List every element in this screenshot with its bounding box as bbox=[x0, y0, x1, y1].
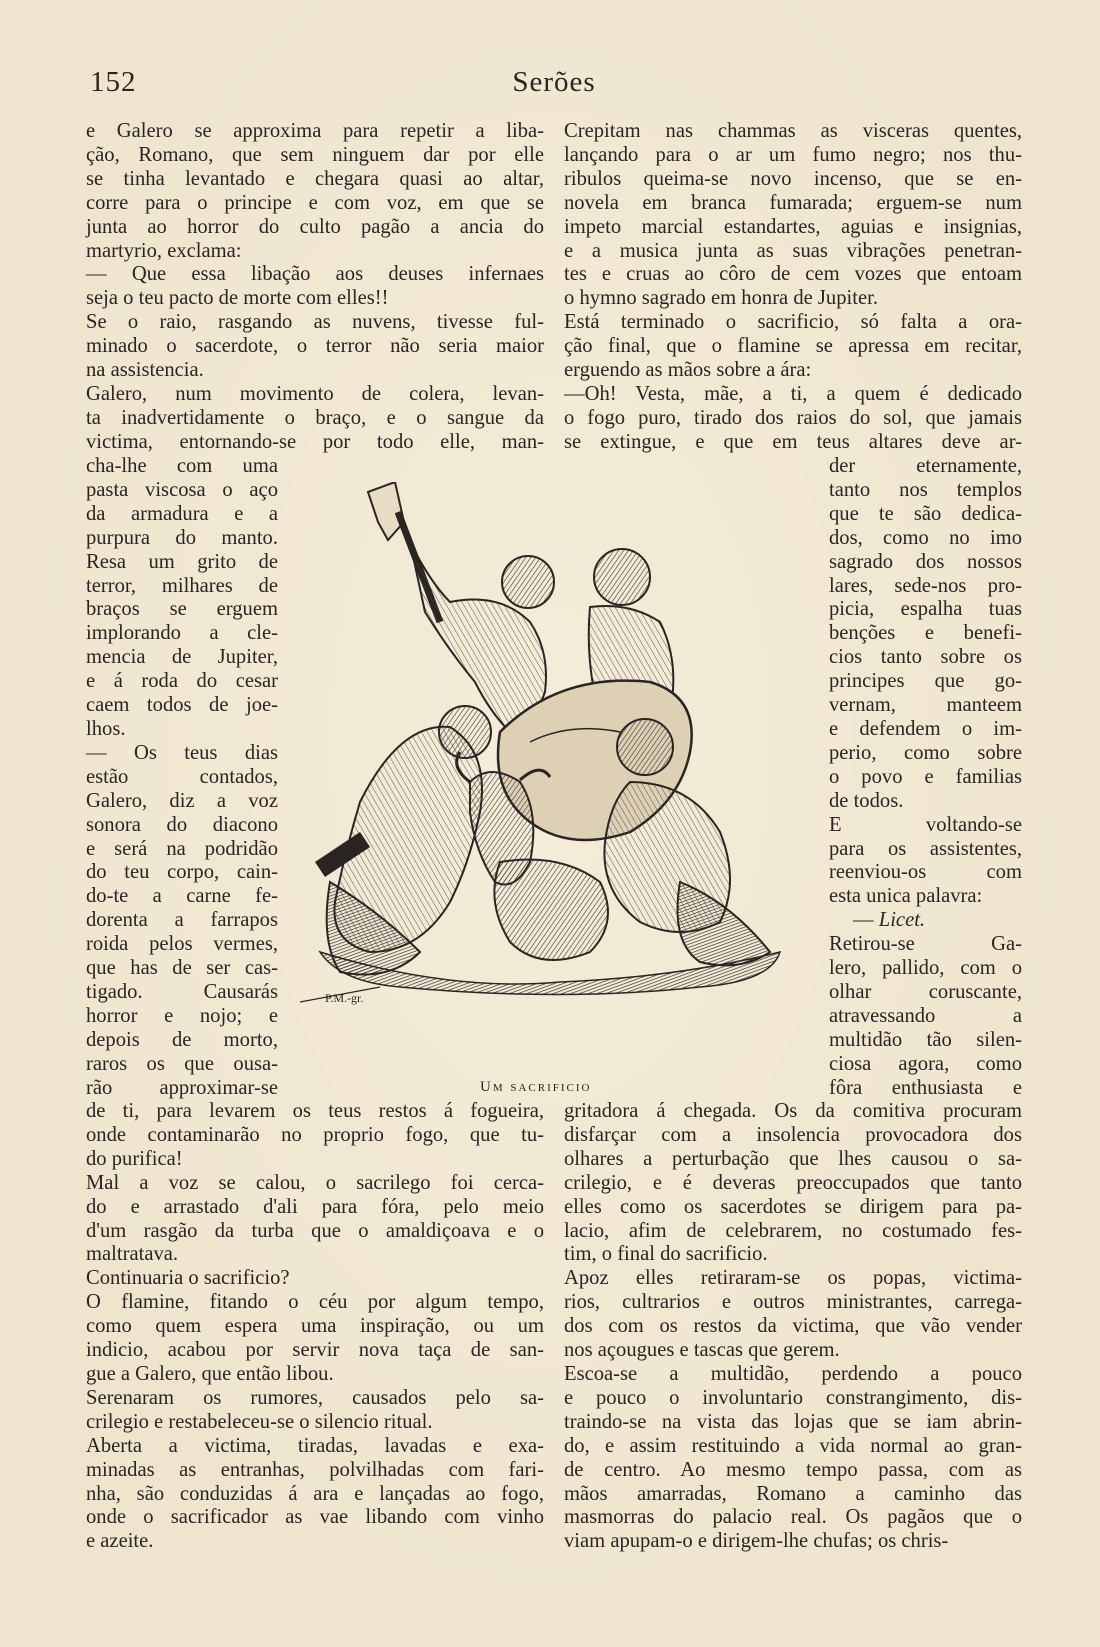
text-line: victima, entornando-se por todo elle, man- bbox=[86, 430, 544, 453]
text-line: O flamine, fitando o céu por algum tempo, bbox=[86, 1291, 544, 1314]
text-line: se extingue, e que em teus altares deve ar- bbox=[564, 430, 1022, 453]
text-line: olhares a perturbação que lhes causou o sa- bbox=[564, 1147, 1022, 1170]
text-line: erguendo as mãos sobre a ára: bbox=[564, 359, 812, 382]
text-line: ribulos queima-se novo incenso, que se en- bbox=[564, 167, 1022, 190]
text-line: novela em branca fumarada; erguem-se num bbox=[564, 191, 1022, 214]
text-line: da armadura e a bbox=[86, 502, 278, 525]
text-line: — Que essa libação aos deuses infernaes bbox=[86, 263, 544, 286]
text-line: dos, como no imo bbox=[829, 526, 1022, 549]
right-column-top bbox=[564, 120, 1022, 455]
text-line: rão approximar-se bbox=[86, 1076, 278, 1099]
text-line: atravessando a bbox=[829, 1004, 1022, 1027]
text-line: nos açougues e tascas que gerem. bbox=[564, 1339, 840, 1362]
text-line: Aberta a victima, tiradas, lavadas e exa- bbox=[86, 1434, 544, 1457]
text-line: olhar coruscante, bbox=[829, 980, 1022, 1003]
text-line: o fogo puro, tirado dos raios do sol, que jamais bbox=[564, 406, 1022, 429]
text-line: que has de ser cas- bbox=[86, 957, 278, 980]
page-number: 152 bbox=[90, 66, 137, 98]
text-line: Galero, num movimento de colera, levan- bbox=[86, 382, 544, 405]
text-line: Escoa-se a multidão, perdendo a pouco bbox=[564, 1362, 1022, 1385]
text-line: sonora do diacono bbox=[86, 813, 278, 836]
text-line: do-te a carne fe- bbox=[86, 885, 278, 908]
text-line: mãos amarradas, Romano a caminho das bbox=[564, 1482, 1022, 1505]
left-column-top bbox=[86, 120, 544, 455]
page-header bbox=[90, 66, 1018, 106]
text-line: de ti, para levarem os teus restos á fogueira, bbox=[86, 1100, 544, 1122]
text-line: lhos. bbox=[86, 717, 126, 740]
text-line: corre para o principe e com voz, em que se bbox=[86, 191, 544, 214]
text-line: estão contados, bbox=[86, 765, 278, 788]
text-line: masmorras do palacio real. Os pagãos que o bbox=[564, 1506, 1022, 1529]
text-line: esta unica palavra: bbox=[829, 885, 983, 908]
text-line: raros os que ousa- bbox=[86, 1052, 278, 1075]
text-line: nha, são conduzidas á ara e lançadas ao fogo, bbox=[86, 1482, 544, 1505]
text-line: e pouco o involuntario constrangimento, dis- bbox=[564, 1386, 1022, 1409]
text-line: implorando a cle- bbox=[86, 622, 278, 645]
text-line: fôra enthusiasta e bbox=[829, 1076, 1022, 1099]
text-line: martyrio, exclama: bbox=[86, 239, 242, 262]
text-line: Retirou-se Ga- bbox=[829, 933, 1022, 956]
text-line: ta inadvertidamente o braço, e o sangue da bbox=[86, 406, 544, 429]
text-line: der eternamente, bbox=[829, 455, 1022, 477]
engraving-drawing bbox=[300, 482, 820, 1062]
text-line: minado o sacerdote, o terror não seria maior bbox=[86, 335, 544, 358]
figure-caption: Um sacrificio bbox=[480, 1079, 592, 1095]
text-line: picia, espalha tuas bbox=[829, 598, 1022, 621]
text-line: de todos. bbox=[829, 789, 904, 812]
text-line: principes que go- bbox=[829, 670, 1022, 693]
text-line: de centro. Ao mesmo tempo passa, com as bbox=[564, 1458, 1022, 1481]
text-line: d'um rasgão da turba que o amaldiçoava e o bbox=[86, 1219, 544, 1242]
text-line: —Oh! Vesta, mãe, a ti, a quem é dedicado bbox=[564, 382, 1022, 405]
text-line: onde contaminarão no proprio fogo, que tu- bbox=[86, 1123, 544, 1146]
running-title: Serões bbox=[512, 66, 596, 98]
text-line: se tinha levantado e chegara quasi ao altar, bbox=[86, 167, 544, 190]
text-line: Crepitam nas chammas as visceras quentes, bbox=[564, 120, 1022, 142]
left-column-wrap bbox=[86, 455, 278, 1100]
text-line: do purifica! bbox=[86, 1147, 183, 1170]
text-line: crilegio, e é deveras preoccupados que tanto bbox=[564, 1171, 1022, 1194]
text-line: cios tanto sobre os bbox=[829, 646, 1022, 669]
text-line: maltratava. bbox=[86, 1243, 179, 1266]
text-line: o hymno sagrado em honra de Jupiter. bbox=[564, 287, 878, 310]
text-line: lero, pallido, com o bbox=[829, 957, 1022, 980]
text-line: Se o raio, rasgando as nuvens, tivesse ful- bbox=[86, 311, 544, 334]
text-line: onde o sacrificador as vae libando com vinho bbox=[86, 1506, 544, 1529]
text-line: do, e assim restituindo a vida normal ao gran- bbox=[564, 1434, 1022, 1457]
text-line: impeto marcial estandartes, aguias e insignias, bbox=[564, 215, 1022, 238]
text-line: Continuaria o sacrificio? bbox=[86, 1267, 290, 1290]
text-line: pasta viscosa o aço bbox=[86, 478, 278, 501]
text-line: benções e benefi- bbox=[829, 622, 1022, 645]
text-line: e defendem o im- bbox=[829, 717, 1022, 740]
text-line: reenviou-os com bbox=[829, 861, 1022, 884]
text-line: e a musica junta as suas vibrações penetran- bbox=[564, 239, 1022, 262]
text-line: tes e cruas ao côro de cem vozes que entoam bbox=[564, 263, 1022, 286]
text-line: gue a Galero, que então libou. bbox=[86, 1362, 334, 1385]
text-line: horror e nojo; e bbox=[86, 1004, 278, 1027]
text-line: do teu corpo, cain- bbox=[86, 861, 278, 884]
text-line: Galero, diz a voz bbox=[86, 789, 278, 812]
text-line: disfarçar com a insolencia provocadora dos bbox=[564, 1123, 1022, 1146]
text-line: roida pelos vermes, bbox=[86, 933, 278, 956]
engraver-mark: P.M.-gr. bbox=[325, 991, 364, 1005]
text-line: terror, milhares de bbox=[86, 574, 278, 597]
text-line: e Galero se approxima para repetir a liba- bbox=[86, 120, 544, 142]
text-line: caem todos de joe- bbox=[86, 694, 278, 717]
text-line: e será na podridão bbox=[86, 837, 278, 860]
text-line: multidão tão silen- bbox=[829, 1028, 1022, 1051]
text-line: purpura do manto. bbox=[86, 526, 278, 549]
text-line: Apoz elles retiraram-se os popas, victima- bbox=[564, 1267, 1022, 1290]
text-line: braços se erguem bbox=[86, 598, 278, 621]
text-line: tanto nos templos bbox=[829, 478, 1022, 501]
text-line: o povo e familias bbox=[829, 765, 1022, 788]
text-line: crilegio e restabeleceu-se o silencio ritual. bbox=[86, 1410, 433, 1433]
text-line: e azeite. bbox=[86, 1530, 154, 1553]
text-line: — Licet. bbox=[853, 909, 926, 932]
text-line: elles como os sacerdotes se dirigem para pa- bbox=[564, 1195, 1022, 1218]
text-line: minadas as entranhas, polvilhadas com fari- bbox=[86, 1458, 544, 1481]
text-line: viam apupam-o e dirigem-lhe chufas; os chris- bbox=[564, 1530, 949, 1553]
text-line: para os assistentes, bbox=[829, 837, 1022, 860]
text-line: dorenta a farrapos bbox=[86, 909, 278, 932]
text-line: dos com os restos da victima, que vão vender bbox=[564, 1315, 1022, 1338]
text-line: do e arrastado d'ali para fóra, pelo meio bbox=[86, 1195, 544, 1218]
right-column-bottom bbox=[564, 1100, 1022, 1554]
text-line: mencia de Jupiter, bbox=[86, 646, 278, 669]
text-line: depois de morto, bbox=[86, 1028, 278, 1051]
text-line: que te são dedica- bbox=[829, 502, 1022, 525]
text-line: rios, cultrarios e outros ministrantes, carrega- bbox=[564, 1291, 1022, 1314]
text-line: tim, o final do sacrificio. bbox=[564, 1243, 768, 1266]
text-line: gritadora á chegada. Os da comitiva procuram bbox=[564, 1100, 1022, 1122]
text-line: como quem espera uma inspiração, ou um bbox=[86, 1315, 544, 1338]
text-line: tigado. Causarás bbox=[86, 980, 278, 1003]
left-column-bottom bbox=[86, 1100, 544, 1554]
text-line: na assistencia. bbox=[86, 359, 204, 382]
text-line: lançando para o ar um fumo negro; nos thu- bbox=[564, 143, 1022, 166]
text-line: lares, sede-nos pro- bbox=[829, 574, 1022, 597]
text-line: ciosa agora, como bbox=[829, 1052, 1022, 1075]
text-line: indicio, acabou por servir nova taça de san- bbox=[86, 1339, 544, 1362]
text-line: Mal a voz se calou, o sacrilego foi cerca- bbox=[86, 1171, 544, 1194]
text-line: Está terminado o sacrificio, só falta a ora- bbox=[564, 311, 1022, 334]
text-line: perio, como sobre bbox=[829, 741, 1022, 764]
right-column-wrap bbox=[829, 455, 1022, 1100]
engraving-sacrifice-illustration bbox=[300, 482, 820, 1062]
text-line: sagrado dos nossos bbox=[829, 550, 1022, 573]
text-line: seja o teu pacto de morte com elles!! bbox=[86, 287, 389, 310]
text-line: lacio, afim de celebrarem, no costumado fes- bbox=[564, 1219, 1022, 1242]
text-line: junta ao horror do culto pagão a ancia do bbox=[86, 215, 544, 238]
text-line: ção, Romano, que sem ninguem dar por elle bbox=[86, 143, 544, 166]
text-line: — Os teus dias bbox=[86, 741, 278, 764]
text-line: ção final, que o flamine se apressa em recitar, bbox=[564, 335, 1022, 358]
text-line: E voltando-se bbox=[829, 813, 1022, 836]
text-line: cha-lhe com uma bbox=[86, 455, 278, 477]
text-line: Serenaram os rumores, causados pelo sa- bbox=[86, 1386, 544, 1409]
text-line: traindo-se na vista das lojas que se iam abrin- bbox=[564, 1410, 1022, 1433]
text-line: Resa um grito de bbox=[86, 550, 278, 573]
text-line: e á roda do cesar bbox=[86, 670, 278, 693]
text-line: vernam, manteem bbox=[829, 694, 1022, 717]
